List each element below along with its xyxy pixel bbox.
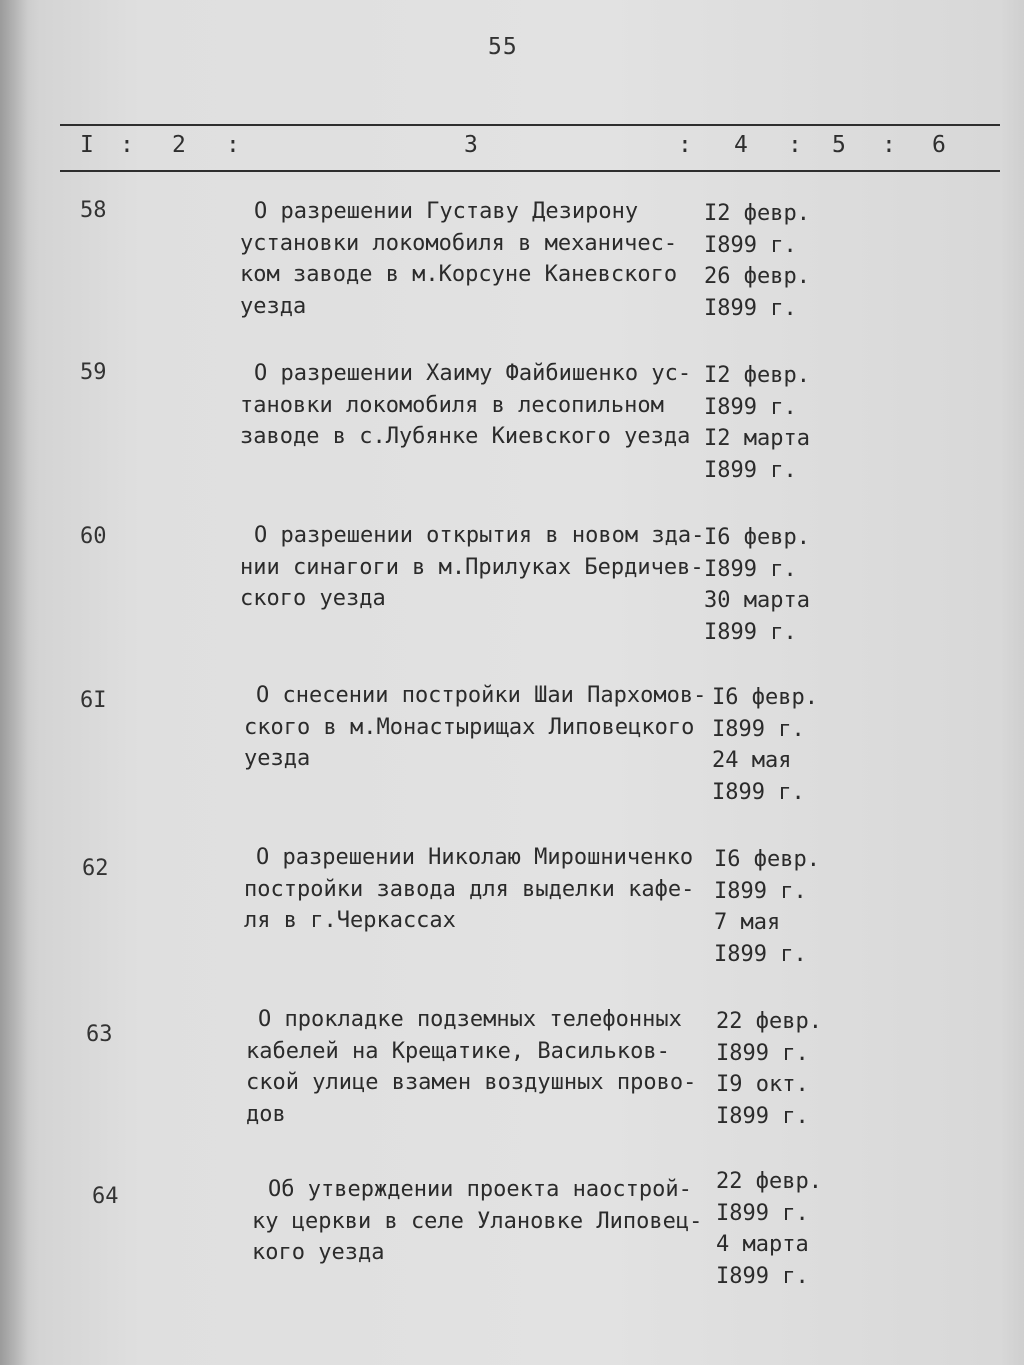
start-date: I2 февр. [704,363,810,388]
entry-title-line: ского в м.Монастырищах Липовецкого [244,714,695,740]
column-separator: : [788,132,802,158]
start-year: I899 г. [704,394,797,420]
end-date: 24 мая [712,748,792,773]
entry-title [240,520,704,615]
end-date: 7 мая [714,910,781,935]
entry-title-line: ского уезда [240,586,386,611]
end-date: I2 марта [704,426,810,451]
entry-title-line: заводе в с.Лубянке Киевского уезда [240,424,691,449]
entry-title-line: кабелей на Крещатике, Васильков- [246,1038,670,1064]
entry-title-line: нии синагоги в м.Прилуках Бердичев- [240,554,704,580]
entry-title-line: тановки локомобиля в лесопильном [240,392,664,418]
binding-shadow [0,0,28,1365]
entry-dates [716,1006,822,1132]
entry-title-line: О прокладке подземных телефонных [258,1007,682,1032]
entry-title-line: О разрешении Хаиму Файбишенко ус- [254,361,692,386]
header-bottom-rule [60,170,1000,172]
start-date: 22 февр. [716,1169,822,1194]
end-year: I899 г. [704,457,797,483]
start-date: I2 февр. [704,201,810,226]
entry-number: 58 [80,198,107,223]
entry-number: 64 [92,1184,119,1209]
entry-title-line: уезда [240,293,307,319]
start-year: I899 г. [716,1040,809,1066]
end-year: I899 г. [714,941,807,967]
entry-title-line: О разрешении Густаву Дезирону [254,199,639,224]
start-date: I6 февр. [704,525,810,550]
entry-title-line: ля в г.Черкассах [244,908,456,933]
entry-number: 63 [86,1022,113,1047]
end-year: I899 г. [716,1103,809,1129]
end-date: 26 февр. [704,264,810,289]
entry-title-line: ку церкви в селе Улановке Липовец- [252,1208,703,1234]
start-date: I6 февр. [714,847,820,872]
column-separator: : [120,132,134,158]
column-header-1: I [80,132,94,158]
end-date: 4 марта [716,1232,809,1257]
start-year: I899 г. [704,232,797,258]
entry-title [240,196,677,322]
entry-dates [716,1166,822,1292]
start-year: I899 г. [716,1200,809,1226]
entry-title-line: уезда [244,746,311,771]
entry-title [252,1174,702,1269]
entry-title-line: ком заводе в м.Корсуне Каневского [240,262,678,287]
entry-title-line: постройки завода для выделки кафе- [244,876,695,902]
end-year: I899 г. [712,779,805,805]
entry-title [244,680,706,775]
end-year: I899 г. [704,619,797,645]
column-separator: : [882,132,896,158]
entry-number: 59 [80,360,107,385]
entry-dates [704,198,810,324]
entry-title-line: ской улице взамен воздушных прово- [246,1070,697,1095]
column-header-5: 5 [832,132,846,158]
entry-dates [712,682,818,808]
column-header-4: 4 [734,132,748,158]
entry-number: 60 [80,524,107,549]
end-date: I9 окт. [716,1072,809,1097]
entry-title-line: Об утверждении проекта наострой- [268,1177,692,1202]
entry-dates [704,522,810,648]
entry-title [240,358,691,453]
end-date: 30 марта [704,588,810,613]
column-header-2: 2 [172,132,186,158]
page-number: 55 [488,34,518,60]
entry-number: 6I [80,688,107,713]
entry-title [244,842,694,937]
start-year: I899 г. [714,878,807,904]
entry-title-line: установки локомобиля в механичес- [240,230,678,256]
column-separator: : [678,132,692,158]
entry-title-line: О разрешении Николаю Мирошниченко [256,845,694,870]
column-header-6: 6 [932,132,946,158]
column-header-3: 3 [464,132,478,158]
end-year: I899 г. [716,1263,809,1289]
entry-title-line: О снесении постройки Шаи Пархомов- [256,683,707,708]
start-year: I899 г. [712,716,805,742]
column-separator: : [226,132,240,158]
end-year: I899 г. [704,295,797,321]
entry-title-line: О разрешении открытия в новом зда- [254,523,705,548]
header-top-rule [60,124,1000,126]
entry-number: 62 [82,856,109,881]
start-date: I6 февр. [712,685,818,710]
start-date: 22 февр. [716,1009,822,1034]
entry-title-line: дов [246,1101,286,1127]
entry-title-line: кого уезда [252,1240,385,1265]
start-year: I899 г. [704,556,797,582]
entry-dates [704,360,810,486]
entry-title [246,1004,696,1130]
entry-dates [714,844,820,970]
